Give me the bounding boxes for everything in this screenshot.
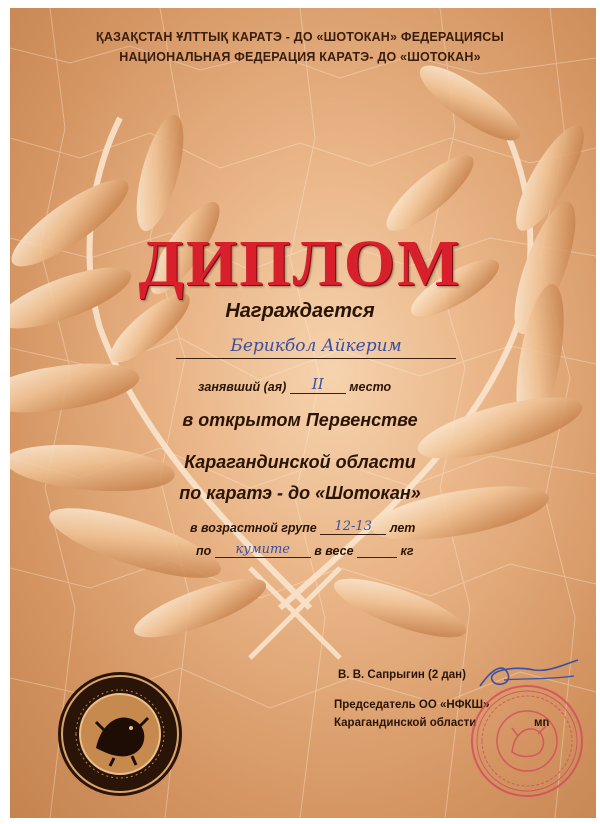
signatory-position-1: Председатель ОО «НФКШ»	[334, 699, 490, 711]
signatory-position-2: Карагандинской области	[334, 717, 477, 729]
weight-suffix: кг	[400, 544, 414, 558]
age-value: 12-13	[334, 519, 372, 534]
age-field	[320, 519, 386, 535]
recipient-line	[176, 336, 456, 359]
weight-field	[357, 543, 397, 558]
place-line	[198, 375, 391, 394]
header-russian: НАЦИОНАЛЬНАЯ ФЕДЕРАЦИЯ КАРАТЭ- ДО «ШОТОКАН»	[119, 50, 481, 64]
category-weight-line	[196, 542, 414, 558]
category-prefix: по	[196, 544, 212, 558]
category-field	[215, 542, 311, 558]
federation-seal-logo	[56, 670, 184, 798]
age-group-line	[190, 519, 415, 535]
event-line-2: Карагандинской области	[184, 452, 416, 472]
official-stamp	[468, 682, 586, 800]
category-value: кумите	[235, 542, 290, 557]
place-suffix: место	[349, 380, 392, 394]
header-kazakh: ҚАЗАҚСТАН ҰЛТТЫҚ КАРАТЭ - ДО «ШОТОКАН» ФЕДЕРАЦИЯСЫ	[96, 30, 504, 44]
event-line-1: в открытом Первенстве	[182, 410, 418, 430]
stamp-mark-label: мп	[534, 717, 550, 729]
age-prefix: в возрастной групе	[190, 521, 317, 535]
diploma-title: ДИПЛОМ	[138, 227, 462, 300]
age-suffix: лет	[389, 521, 416, 535]
place-value: II	[311, 375, 324, 393]
signatory-name: В. В. Сапрыгин (2 дан)	[338, 669, 466, 681]
place-prefix: занявший (ая)	[198, 380, 287, 394]
recipient-name: Берикбол Айкерим	[230, 336, 402, 356]
awarded-label: Награждается	[225, 300, 375, 322]
weight-prefix: в весе	[314, 544, 354, 558]
event-line-3: по каратэ - до «Шотокан»	[179, 483, 421, 503]
place-field	[290, 375, 346, 394]
